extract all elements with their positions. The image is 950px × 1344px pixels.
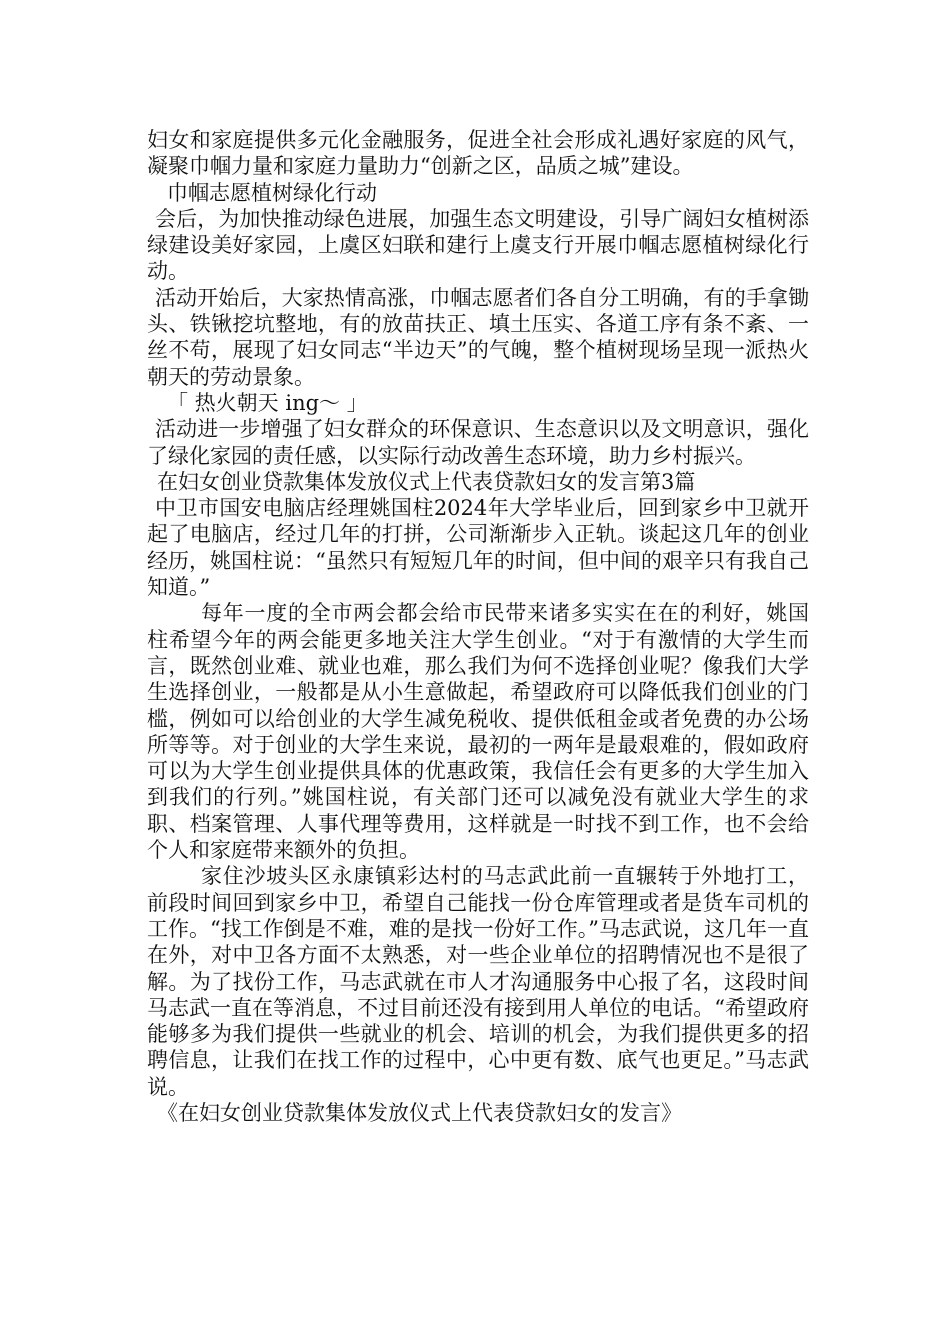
paragraph-meeting-action: 会后，为加快推动绿色进展，加强生态文明建设，引导广阔妇女植树添绿建设美好家园，上虞区妇联和建行上虞支行开展巾帼志愿植树绿化行动。 [147, 206, 809, 284]
article-title-part-3: 在妇女创业贷款集体发放仪式上代表贷款妇女的发言第3篇 [157, 469, 696, 494]
paragraph-awareness: 活动进一步增强了妇女群众的环保意识、生态意识以及文明意识，强化了绿化家园的责任感，以实际行动改善生态环境，助力乡村振兴。 [147, 417, 809, 468]
paragraph-finance-services: 妇女和家庭提供多元化金融服务，促进全社会形成礼遇好家庭的风气，凝聚巾帼力量和家庭力量助力“创新之区，品质之城”建设。 [147, 128, 809, 179]
paragraph-activity-start: 活动开始后，大家热情高涨，巾帼志愿者们各自分工明确，有的手拿锄头、铁锹挖坑整地，有的放苗扶正、填土压实、各道工序有条不紊、一丝不苟，展现了妇女同志“半边天”的气魄，整个植树现场呈现一派热火朝天的劳动景象。 [147, 285, 809, 389]
paragraph-two-sessions: 每年一度的全市两会都会给市民带来诸多实实在在的利好，姚国柱希望今年的两会能更多地关注大学生创业。“对于有激情的大学生而言，既然创业难、就业也难，那么我们为何不选择创业呢？像我们大学生选择创业，一般都是从小生意做起，希望政府可以降低我们创业的门槛，例如可以给创业的大学生减免税收、提供低租金或者免费的办公场所等等。对于创业的大学生来说，最初的一两年是最艰难的，假如政府可以为大学生创业提供具体的优惠政策，我信任会有更多的大学生加入到我们的行列。”姚国柱说，有关部门还可以减免没有就业大学生的求职、档案管理、人事代理等费用，这样就是一时找不到工作，也不会给个人和家庭带来额外的负担。 [147, 601, 809, 863]
section-heading-tree-planting: 巾帼志愿植树绿化行动 [167, 180, 377, 205]
paragraph-ma-zhiwu: 家住沙坡头区永康镇彩达村的马志武此前一直辗转于外地打工，前段时间回到家乡中卫，希望自己能找一份仓库管理或者是货车司机的工作。“找工作倒是不难，难的是找一份好工作。”马志武说，这几年一直在外，对中卫各方面不太熟悉，对一些企业单位的招聘情况也不是很了解。为了找份工作，马志武就在市人才沟通服务中心报了名，这段时间马志武一直在等消息，不过目前还没有接到用人单位的电话。“希望政府能够多为我们提供一些就业的机会、培训的机会，为我们提供更多的招聘信息，让我们在找工作的过程中，心中更有数、底气也更足。”马志武说。 [147, 864, 809, 1099]
section-heading-in-full-swing: 「 热火朝天 ing～ 」 [167, 390, 368, 415]
paragraph-yao-guozhu: 中卫市国安电脑店经理姚国柱2024年大学毕业后，回到家乡中卫就开起了电脑店，经过几年的打拼，公司渐渐步入正轨。谈起这几年的创业经历，姚国柱说：“虽然只有短短几年的时间，但中间的艰辛只有我自己知道。” [147, 496, 809, 600]
document-body [147, 127, 809, 1126]
closing-title: 《在妇女创业贷款集体发放仪式上代表贷款妇女的发言》 [157, 1100, 682, 1125]
